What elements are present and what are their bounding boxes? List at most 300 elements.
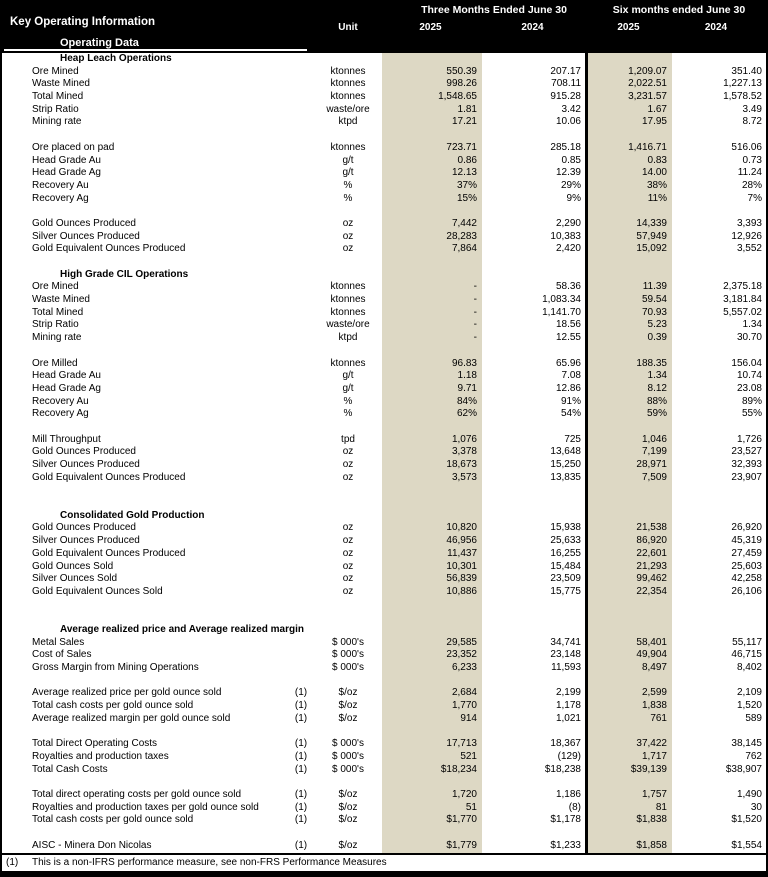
value-3mo-2024: 15,938 (550, 522, 581, 534)
value-6mo-2024: 38,145 (731, 738, 762, 750)
data-row (2, 434, 768, 447)
data-row (2, 713, 768, 726)
value-6mo-2024: 23,527 (731, 446, 762, 458)
section-header-row (2, 624, 768, 637)
value-3mo-2024: (129) (557, 750, 581, 762)
value-6mo-2024: 8.72 (742, 116, 762, 128)
value-3mo-2024: 23,509 (550, 573, 581, 585)
value-3mo-2025: 550.39 (446, 65, 477, 77)
value-6mo-2024: 156.04 (731, 357, 762, 369)
spacer-row (2, 611, 768, 624)
value-3mo-2025: - (473, 281, 477, 293)
year-header-3mo-2024: 2024 (521, 22, 544, 33)
unit-column-header: Unit (338, 22, 358, 33)
unit-cell: $ 000's (332, 636, 364, 648)
row-label: Strip Ratio (32, 103, 79, 115)
row-label: Gold Ounces Sold (32, 560, 114, 572)
value-3mo-2024: 54% (560, 408, 581, 420)
value-3mo-2024: $1,233 (550, 839, 581, 851)
report-header (2, 0, 768, 53)
data-row (2, 396, 768, 409)
value-3mo-2025: 10,820 (446, 522, 477, 534)
value-6mo-2025: 1,717 (641, 750, 667, 762)
unit-cell: $/oz (338, 801, 358, 813)
unit-cell: ktpd (338, 116, 358, 128)
value-3mo-2024: 11,593 (551, 662, 581, 673)
row-label: Mining rate (32, 332, 82, 344)
section-label: Heap Leach Operations (60, 53, 172, 64)
value-3mo-2024: 15,775 (550, 585, 581, 597)
value-3mo-2024: 10.06 (555, 116, 581, 128)
unit-cell: $/oz (338, 687, 358, 699)
data-row (2, 840, 768, 853)
value-6mo-2025: 59.54 (641, 294, 667, 306)
value-3mo-2024: 725 (564, 433, 581, 445)
row-label: Recovery Au (32, 395, 89, 407)
value-6mo-2024: 55,117 (732, 636, 762, 648)
data-row (2, 764, 768, 777)
row-label: Gold Ounces Produced (32, 217, 136, 229)
row-label: Royalties and production taxes (32, 750, 169, 762)
value-6mo-2024: 32,393 (731, 459, 762, 470)
value-3mo-2025: 12.13 (451, 167, 477, 179)
data-row (2, 370, 768, 383)
data-row (2, 535, 768, 548)
value-3mo-2024: 0.85 (561, 154, 581, 166)
data-row (2, 307, 768, 320)
row-label: Mill Throughput (32, 433, 101, 445)
value-6mo-2024: $1,520 (731, 814, 762, 826)
unit-cell: % (343, 179, 353, 191)
value-6mo-2025: 3,231.57 (628, 91, 667, 103)
value-6mo-2024: 10.74 (736, 370, 762, 382)
value-6mo-2025: $1,858 (636, 839, 667, 851)
value-3mo-2025: - (473, 319, 477, 331)
row-label: Metal Sales (32, 636, 85, 648)
value-3mo-2024: 12.39 (555, 167, 581, 179)
value-3mo-2024: 58.36 (555, 281, 581, 293)
data-row (2, 218, 768, 231)
value-3mo-2024: 91% (560, 395, 581, 407)
column-group-six-months: Six months ended June 30 (612, 4, 746, 16)
row-label: Gold Ounces Produced (32, 446, 136, 458)
value-6mo-2025: $39,139 (630, 763, 667, 775)
row-label: Waste Mined (32, 294, 90, 306)
value-6mo-2025: 1,046 (641, 433, 667, 445)
spacer-row (2, 484, 768, 497)
value-3mo-2025: 10,301 (446, 560, 477, 572)
value-6mo-2024: 46,715 (731, 649, 762, 661)
data-row (2, 91, 768, 104)
value-6mo-2025: 22,354 (636, 585, 667, 597)
data-row (2, 472, 768, 485)
row-label: Total cash costs per gold ounce sold (32, 700, 194, 712)
value-3mo-2025: 84% (456, 395, 477, 407)
value-6mo-2024: 1.34 (742, 319, 762, 331)
value-3mo-2025: 51 (465, 801, 477, 813)
value-6mo-2025: 188.35 (636, 357, 667, 369)
value-6mo-2025: 88% (646, 395, 667, 407)
value-6mo-2024: 42,258 (731, 573, 762, 585)
value-3mo-2025: 3,378 (451, 446, 477, 458)
report-subtitle: Operating Data (60, 37, 139, 49)
value-3mo-2024: 3.42 (561, 103, 581, 115)
value-6mo-2025: 0.39 (647, 332, 667, 344)
value-3mo-2024: 15,250 (550, 459, 581, 470)
bottom-border-band (2, 871, 768, 877)
row-label: Head Grade Ag (32, 382, 101, 394)
value-3mo-2025: 1,770 (451, 700, 477, 712)
spacer-row (2, 421, 768, 434)
unit-cell: oz (342, 547, 354, 559)
value-3mo-2025: 2,684 (451, 687, 477, 699)
value-6mo-2024: 27,459 (731, 547, 762, 559)
value-6mo-2025: 8,497 (641, 662, 667, 673)
value-3mo-2024: 915.28 (550, 91, 581, 103)
value-6mo-2025: 99,462 (636, 573, 667, 585)
year-header-3mo-2025: 2025 (419, 22, 442, 33)
value-3mo-2025: - (473, 332, 477, 344)
value-3mo-2024: 1,178 (555, 700, 581, 712)
value-3mo-2025: 46,956 (446, 535, 477, 547)
footnote-ref: (1) (6, 857, 19, 868)
value-3mo-2025: 1,076 (451, 433, 477, 445)
unit-cell: $/oz (338, 788, 358, 800)
unit-cell: oz (342, 217, 354, 229)
data-row (2, 408, 768, 421)
value-6mo-2025: 7,509 (641, 471, 667, 483)
value-3mo-2025: 7,864 (451, 243, 477, 255)
value-3mo-2025: 17.21 (451, 116, 477, 128)
value-3mo-2025: 998.26 (446, 78, 477, 90)
data-row (2, 446, 768, 459)
section-label: Average realized price and Average realized margin (60, 623, 304, 635)
value-3mo-2024: 23,148 (550, 649, 581, 661)
unit-cell: $ 000's (332, 738, 364, 750)
value-6mo-2024: 1,227.13 (723, 78, 762, 90)
row-label: Total Cash Costs (32, 763, 108, 775)
row-label: Mining rate (32, 116, 82, 128)
row-label: Royalties and production taxes per gold ounce sold (32, 801, 259, 813)
value-3mo-2025: 0.86 (457, 154, 477, 166)
value-6mo-2024: 3,393 (736, 217, 762, 229)
unit-cell: $/oz (338, 712, 358, 724)
data-row (2, 383, 768, 396)
unit-cell: ktonnes (330, 281, 366, 293)
footnote-reference: (1) (294, 687, 308, 699)
data-row (2, 459, 768, 472)
value-6mo-2025: 1,416.71 (628, 141, 667, 153)
data-row (2, 358, 768, 371)
unit-cell: oz (342, 243, 354, 255)
data-row (2, 561, 768, 574)
value-6mo-2025: 21,293 (636, 560, 667, 572)
value-6mo-2024: 2,375.18 (723, 281, 762, 293)
value-3mo-2024: 18,367 (550, 738, 581, 750)
value-6mo-2025: 28,971 (636, 459, 667, 470)
value-6mo-2025: 1,757 (641, 788, 667, 800)
row-label: Average realized price per gold ounce sold (32, 687, 222, 699)
value-6mo-2024: 1,578.52 (723, 91, 762, 103)
spacer-row (2, 776, 768, 789)
value-6mo-2024: 3,552 (736, 243, 762, 255)
footnote-reference: (1) (294, 839, 308, 851)
row-label: Ore Mined (32, 281, 79, 293)
row-label: Head Grade Ag (32, 167, 101, 179)
subtitle-underline (4, 49, 307, 51)
row-label: Recovery Ag (32, 192, 89, 204)
unit-cell: $ 000's (332, 763, 364, 775)
unit-cell: oz (342, 459, 354, 470)
row-label: AISC - Minera Don Nicolas (32, 839, 152, 851)
data-row (2, 243, 768, 256)
data-row (2, 649, 768, 662)
data-row (2, 104, 768, 117)
value-6mo-2025: 22,601 (636, 547, 667, 559)
value-3mo-2024: 12.55 (555, 332, 581, 344)
spacer-row (2, 599, 768, 612)
row-label: Strip Ratio (32, 319, 79, 331)
unit-cell: ktpd (338, 332, 358, 344)
spacer-row (2, 675, 768, 688)
value-6mo-2025: 1.67 (647, 103, 667, 115)
data-row (2, 687, 768, 700)
spacer-row (2, 205, 768, 218)
unit-cell: ktonnes (330, 91, 366, 103)
unit-cell: oz (342, 230, 354, 242)
spacer-row (2, 345, 768, 358)
unit-cell: oz (342, 535, 354, 547)
value-3mo-2025: 37% (456, 179, 477, 191)
data-row (2, 586, 768, 599)
value-3mo-2025: 11,437 (447, 547, 477, 559)
year-header-6mo-2024: 2024 (704, 22, 728, 33)
section-label: Consolidated Gold Production (60, 509, 205, 521)
value-6mo-2025: 57,949 (636, 230, 667, 242)
value-6mo-2025: 17.95 (641, 116, 667, 128)
row-label: Ore Mined (32, 65, 79, 77)
report-title: Key Operating Information (10, 16, 156, 28)
data-row (2, 662, 768, 675)
section-label: High Grade CIL Operations (60, 268, 189, 280)
data-row (2, 751, 768, 764)
value-3mo-2024: 34,741 (550, 636, 581, 648)
row-label: Ore Milled (32, 357, 78, 369)
footnote-reference: (1) (294, 763, 308, 775)
unit-cell: $ 000's (332, 750, 364, 762)
value-3mo-2024: 207.17 (550, 65, 581, 77)
value-6mo-2024: 351.40 (731, 65, 762, 77)
value-3mo-2025: 914 (460, 712, 477, 724)
section-header-row (2, 53, 768, 66)
value-3mo-2025: 6,233 (451, 662, 477, 673)
row-label: Silver Ounces Sold (32, 573, 118, 585)
value-6mo-2024: 589 (745, 712, 762, 724)
value-6mo-2024: 23,907 (731, 471, 762, 483)
value-6mo-2025: 11% (647, 192, 667, 204)
row-label: Average realized margin per gold ounce sold (32, 712, 231, 724)
value-6mo-2024: 2,109 (736, 687, 762, 699)
row-label: Head Grade Au (32, 370, 101, 382)
value-3mo-2024: 1,141.70 (542, 306, 581, 318)
row-label: Head Grade Au (32, 154, 101, 166)
value-6mo-2025: 0.83 (647, 154, 667, 166)
data-row (2, 155, 768, 168)
unit-cell: $/oz (338, 700, 358, 712)
value-3mo-2025: 18,673 (446, 459, 477, 470)
data-row (2, 66, 768, 79)
data-row (2, 193, 768, 206)
value-3mo-2024: 2,199 (555, 687, 581, 699)
value-6mo-2024: 762 (745, 750, 762, 762)
value-3mo-2025: 1,548.65 (438, 91, 477, 103)
value-3mo-2025: 29,585 (446, 636, 477, 648)
unit-cell: ktonnes (330, 65, 366, 77)
value-3mo-2025: 1.18 (457, 370, 477, 382)
data-row (2, 319, 768, 332)
data-row (2, 78, 768, 91)
value-6mo-2024: 25,603 (731, 560, 762, 572)
unit-cell: g/t (342, 382, 354, 394)
value-6mo-2025: 14,339 (636, 217, 667, 229)
value-3mo-2024: 1,186 (555, 788, 581, 800)
value-3mo-2024: 10,383 (550, 230, 581, 242)
value-6mo-2024: 516.06 (731, 141, 762, 153)
value-6mo-2024: 5,557.02 (723, 306, 762, 318)
unit-cell: oz (342, 560, 354, 572)
unit-cell: g/t (342, 370, 354, 382)
row-label: Gold Ounces Produced (32, 522, 136, 534)
value-3mo-2025: - (473, 306, 477, 318)
value-6mo-2024: 8,402 (736, 662, 762, 673)
value-3mo-2025: 28,283 (446, 230, 477, 242)
value-3mo-2025: - (473, 294, 477, 306)
data-row (2, 789, 768, 802)
unit-cell: g/t (342, 167, 354, 179)
footnote (2, 855, 768, 871)
unit-cell: ktonnes (330, 306, 366, 318)
unit-cell: % (343, 192, 353, 204)
value-3mo-2024: 25,633 (550, 535, 581, 547)
row-label: Gold Equivalent Ounces Sold (32, 585, 163, 597)
value-6mo-2024: 55% (741, 408, 762, 420)
value-3mo-2025: 723.71 (446, 141, 477, 153)
value-6mo-2024: 1,520 (736, 700, 762, 712)
value-6mo-2024: 3,181.84 (723, 294, 762, 306)
unit-cell: oz (342, 471, 354, 483)
value-3mo-2025: $18,234 (440, 763, 477, 775)
unit-cell: waste/ore (326, 103, 370, 115)
value-6mo-2025: 81 (655, 801, 667, 813)
spacer-row (2, 725, 768, 738)
data-row (2, 814, 768, 827)
row-label: Silver Ounces Produced (32, 230, 140, 242)
data-row (2, 281, 768, 294)
value-6mo-2025: 59% (646, 408, 667, 420)
value-3mo-2024: $18,238 (544, 763, 581, 775)
row-label: Ore placed on pad (32, 141, 115, 153)
row-label: Recovery Au (32, 179, 89, 191)
value-3mo-2024: $1,178 (550, 814, 581, 826)
value-3mo-2024: 13,835 (550, 471, 581, 483)
value-3mo-2024: 12.86 (555, 382, 581, 394)
footnote-reference: (1) (294, 738, 308, 750)
value-3mo-2024: 13,648 (550, 446, 581, 458)
footnote-reference: (1) (294, 750, 308, 762)
spacer-row (2, 497, 768, 510)
data-row (2, 294, 768, 307)
value-6mo-2025: $1,838 (636, 814, 667, 826)
row-label: Cost of Sales (32, 649, 92, 661)
section-header-row (2, 269, 768, 282)
data-row (2, 167, 768, 180)
value-3mo-2025: 17,713 (446, 738, 477, 750)
value-3mo-2024: (8) (568, 801, 581, 813)
value-3mo-2025: $1,779 (446, 839, 477, 851)
unit-cell: ktonnes (330, 357, 366, 369)
value-6mo-2024: $38,907 (725, 763, 762, 775)
data-row (2, 548, 768, 561)
value-3mo-2024: 2,290 (555, 217, 581, 229)
value-3mo-2024: 1,021 (555, 712, 581, 724)
data-row (2, 180, 768, 193)
spacer-row (2, 256, 768, 269)
section-header-row (2, 510, 768, 523)
data-row (2, 637, 768, 650)
value-6mo-2024: 1,726 (736, 433, 762, 445)
row-label: Total direct operating costs per gold ounce sold (32, 788, 242, 800)
footnote-reference: (1) (294, 814, 308, 826)
value-6mo-2025: 70.93 (641, 306, 667, 318)
row-label: Gold Equivalent Ounces Produced (32, 243, 186, 255)
footnote-reference: (1) (294, 700, 308, 712)
value-3mo-2024: 285.18 (550, 141, 581, 153)
value-3mo-2025: 96.83 (451, 357, 477, 369)
unit-cell: oz (342, 585, 354, 597)
value-6mo-2024: 11.24 (737, 167, 762, 179)
value-6mo-2025: 1,838 (641, 700, 667, 712)
value-3mo-2025: 3,573 (451, 471, 477, 483)
data-row (2, 522, 768, 535)
data-row (2, 802, 768, 815)
unit-cell: % (343, 408, 353, 420)
column-group-three-months: Three Months Ended June 30 (421, 4, 567, 16)
table-body (2, 53, 768, 853)
value-6mo-2025: 1,209.07 (628, 65, 667, 77)
value-6mo-2024: 12,926 (731, 230, 762, 242)
value-3mo-2025: 521 (460, 750, 477, 762)
value-6mo-2025: 21,538 (636, 522, 667, 534)
value-6mo-2025: 38% (646, 179, 667, 191)
value-3mo-2024: 7.08 (561, 370, 581, 382)
value-6mo-2025: 8.12 (647, 382, 667, 394)
value-3mo-2025: 7,442 (451, 217, 477, 229)
row-label: Gold Equivalent Ounces Produced (32, 547, 186, 559)
row-label: Silver Ounces Produced (32, 459, 140, 470)
spacer-row (2, 129, 768, 142)
value-3mo-2024: 1,083.34 (542, 294, 581, 306)
unit-cell: oz (342, 522, 354, 534)
value-3mo-2025: 56,839 (446, 573, 477, 585)
value-3mo-2024: 15,484 (550, 560, 581, 572)
value-3mo-2024: 18.56 (555, 319, 581, 331)
value-6mo-2025: 1.34 (647, 370, 667, 382)
unit-cell: oz (342, 573, 354, 585)
data-row (2, 142, 768, 155)
value-6mo-2025: 14.00 (641, 167, 667, 179)
value-6mo-2025: 15,092 (636, 243, 667, 255)
value-3mo-2024: 708.11 (551, 78, 581, 90)
